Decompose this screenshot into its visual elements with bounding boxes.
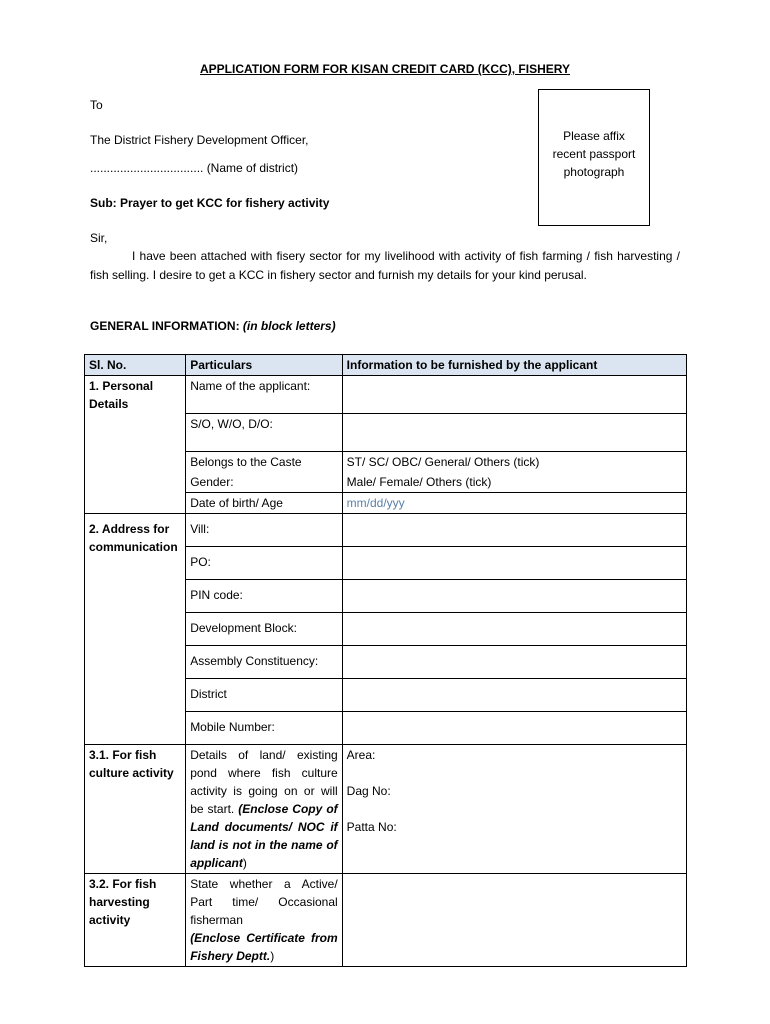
photo-instruction-3: photograph xyxy=(563,165,625,179)
info-area: Area: xyxy=(346,748,376,762)
particular-vill: Vill: xyxy=(186,514,342,547)
particular-fisherman-status xyxy=(186,874,342,967)
section-fish-culture: 3.1. For fish culture activity xyxy=(85,745,186,874)
header-sl-no: Sl. No. xyxy=(85,355,186,376)
header-particulars: Particulars xyxy=(186,355,342,376)
salutation: Sir, xyxy=(90,231,108,245)
particular-dob: Date of birth/ Age xyxy=(186,493,342,514)
particular-gender: Gender: xyxy=(186,472,342,493)
photo-instruction-1: Please affix xyxy=(563,129,625,143)
particular-constituency: Assembly Constituency: xyxy=(186,646,342,679)
info-land-details[interactable] xyxy=(342,745,686,874)
section-address: 2. Address for communication xyxy=(85,514,186,745)
header-information: Information to be furnished by the applicant xyxy=(342,355,686,376)
table-row xyxy=(85,376,687,414)
general-info-label: GENERAL INFORMATION xyxy=(90,319,236,333)
fisherman-status-text: State whether a Active/ Part time/ Occasional fisherman xyxy=(190,877,338,927)
info-vill[interactable] xyxy=(342,514,686,547)
section-fish-harvesting: 3.2. For fish harvesting activity xyxy=(85,874,186,967)
application-table xyxy=(84,354,687,967)
general-info-heading: GENERAL INFORMATION: (in block letters) xyxy=(90,319,336,333)
general-info-note: (in block letters) xyxy=(242,319,336,333)
body-paragraph xyxy=(90,247,680,285)
photo-box[interactable] xyxy=(538,89,650,226)
fisherman-status-note: (Enclose Certificate from Fishery Deptt. xyxy=(190,931,338,963)
table-row xyxy=(85,745,687,874)
land-details-end: ) xyxy=(242,856,247,870)
info-gender[interactable]: Male/ Female/ Others (tick) xyxy=(342,472,686,493)
particular-relation: S/O, W/O, D/O: xyxy=(186,414,342,452)
land-details-text: Details of land/ existing pond where fish culture activity is going on or will be start. xyxy=(190,748,338,816)
info-po[interactable] xyxy=(342,547,686,580)
table-row xyxy=(85,874,687,967)
table-row xyxy=(85,514,687,547)
info-name[interactable] xyxy=(342,376,686,414)
info-relation[interactable] xyxy=(342,414,686,452)
table-header-row xyxy=(85,355,687,376)
info-pin[interactable] xyxy=(342,580,686,613)
info-dob[interactable]: mm/dd/yyy xyxy=(342,493,686,514)
subject-line: Sub: Prayer to get KCC for fishery activity xyxy=(90,196,330,210)
particular-district: District xyxy=(186,679,342,712)
addressee-to: To xyxy=(90,98,103,112)
particular-pin: PIN code: xyxy=(186,580,342,613)
info-constituency[interactable] xyxy=(342,646,686,679)
info-district[interactable] xyxy=(342,679,686,712)
info-mobile[interactable] xyxy=(342,712,686,745)
info-fisherman-status[interactable] xyxy=(342,874,686,967)
fisherman-status-end: ) xyxy=(270,949,275,963)
section-personal-details: 1. Personal Details xyxy=(85,376,186,514)
info-dag-no: Dag No: xyxy=(346,784,391,798)
addressee-officer: The District Fishery Development Officer, xyxy=(90,133,309,147)
particular-name: Name of the applicant: xyxy=(186,376,342,414)
particular-po: PO: xyxy=(186,547,342,580)
particular-caste: Belongs to the Caste xyxy=(186,452,342,473)
info-block[interactable] xyxy=(342,613,686,646)
body-text: I have been attached with fisery sector for my livelihood with activity of fish farming / fish harvesting / fish selling. I desire to get a KCC in fishery sector and furnish my details for your kind perusal. xyxy=(90,249,680,282)
district-line[interactable]: .................................. (Name of district) xyxy=(90,161,299,175)
info-patta-no: Patta No: xyxy=(346,820,397,834)
particular-mobile: Mobile Number: xyxy=(186,712,342,745)
photo-instruction-2: recent passport xyxy=(552,147,636,161)
particular-land-details xyxy=(186,745,342,874)
form-title: APPLICATION FORM FOR KISAN CREDIT CARD (KCC), FISHERY xyxy=(200,62,570,76)
land-details-note: (Enclose Copy of Land documents/ NOC if land is not in the name of applicant xyxy=(190,802,338,870)
particular-block: Development Block: xyxy=(186,613,342,646)
info-caste[interactable]: ST/ SC/ OBC/ General/ Others (tick) xyxy=(342,452,686,473)
